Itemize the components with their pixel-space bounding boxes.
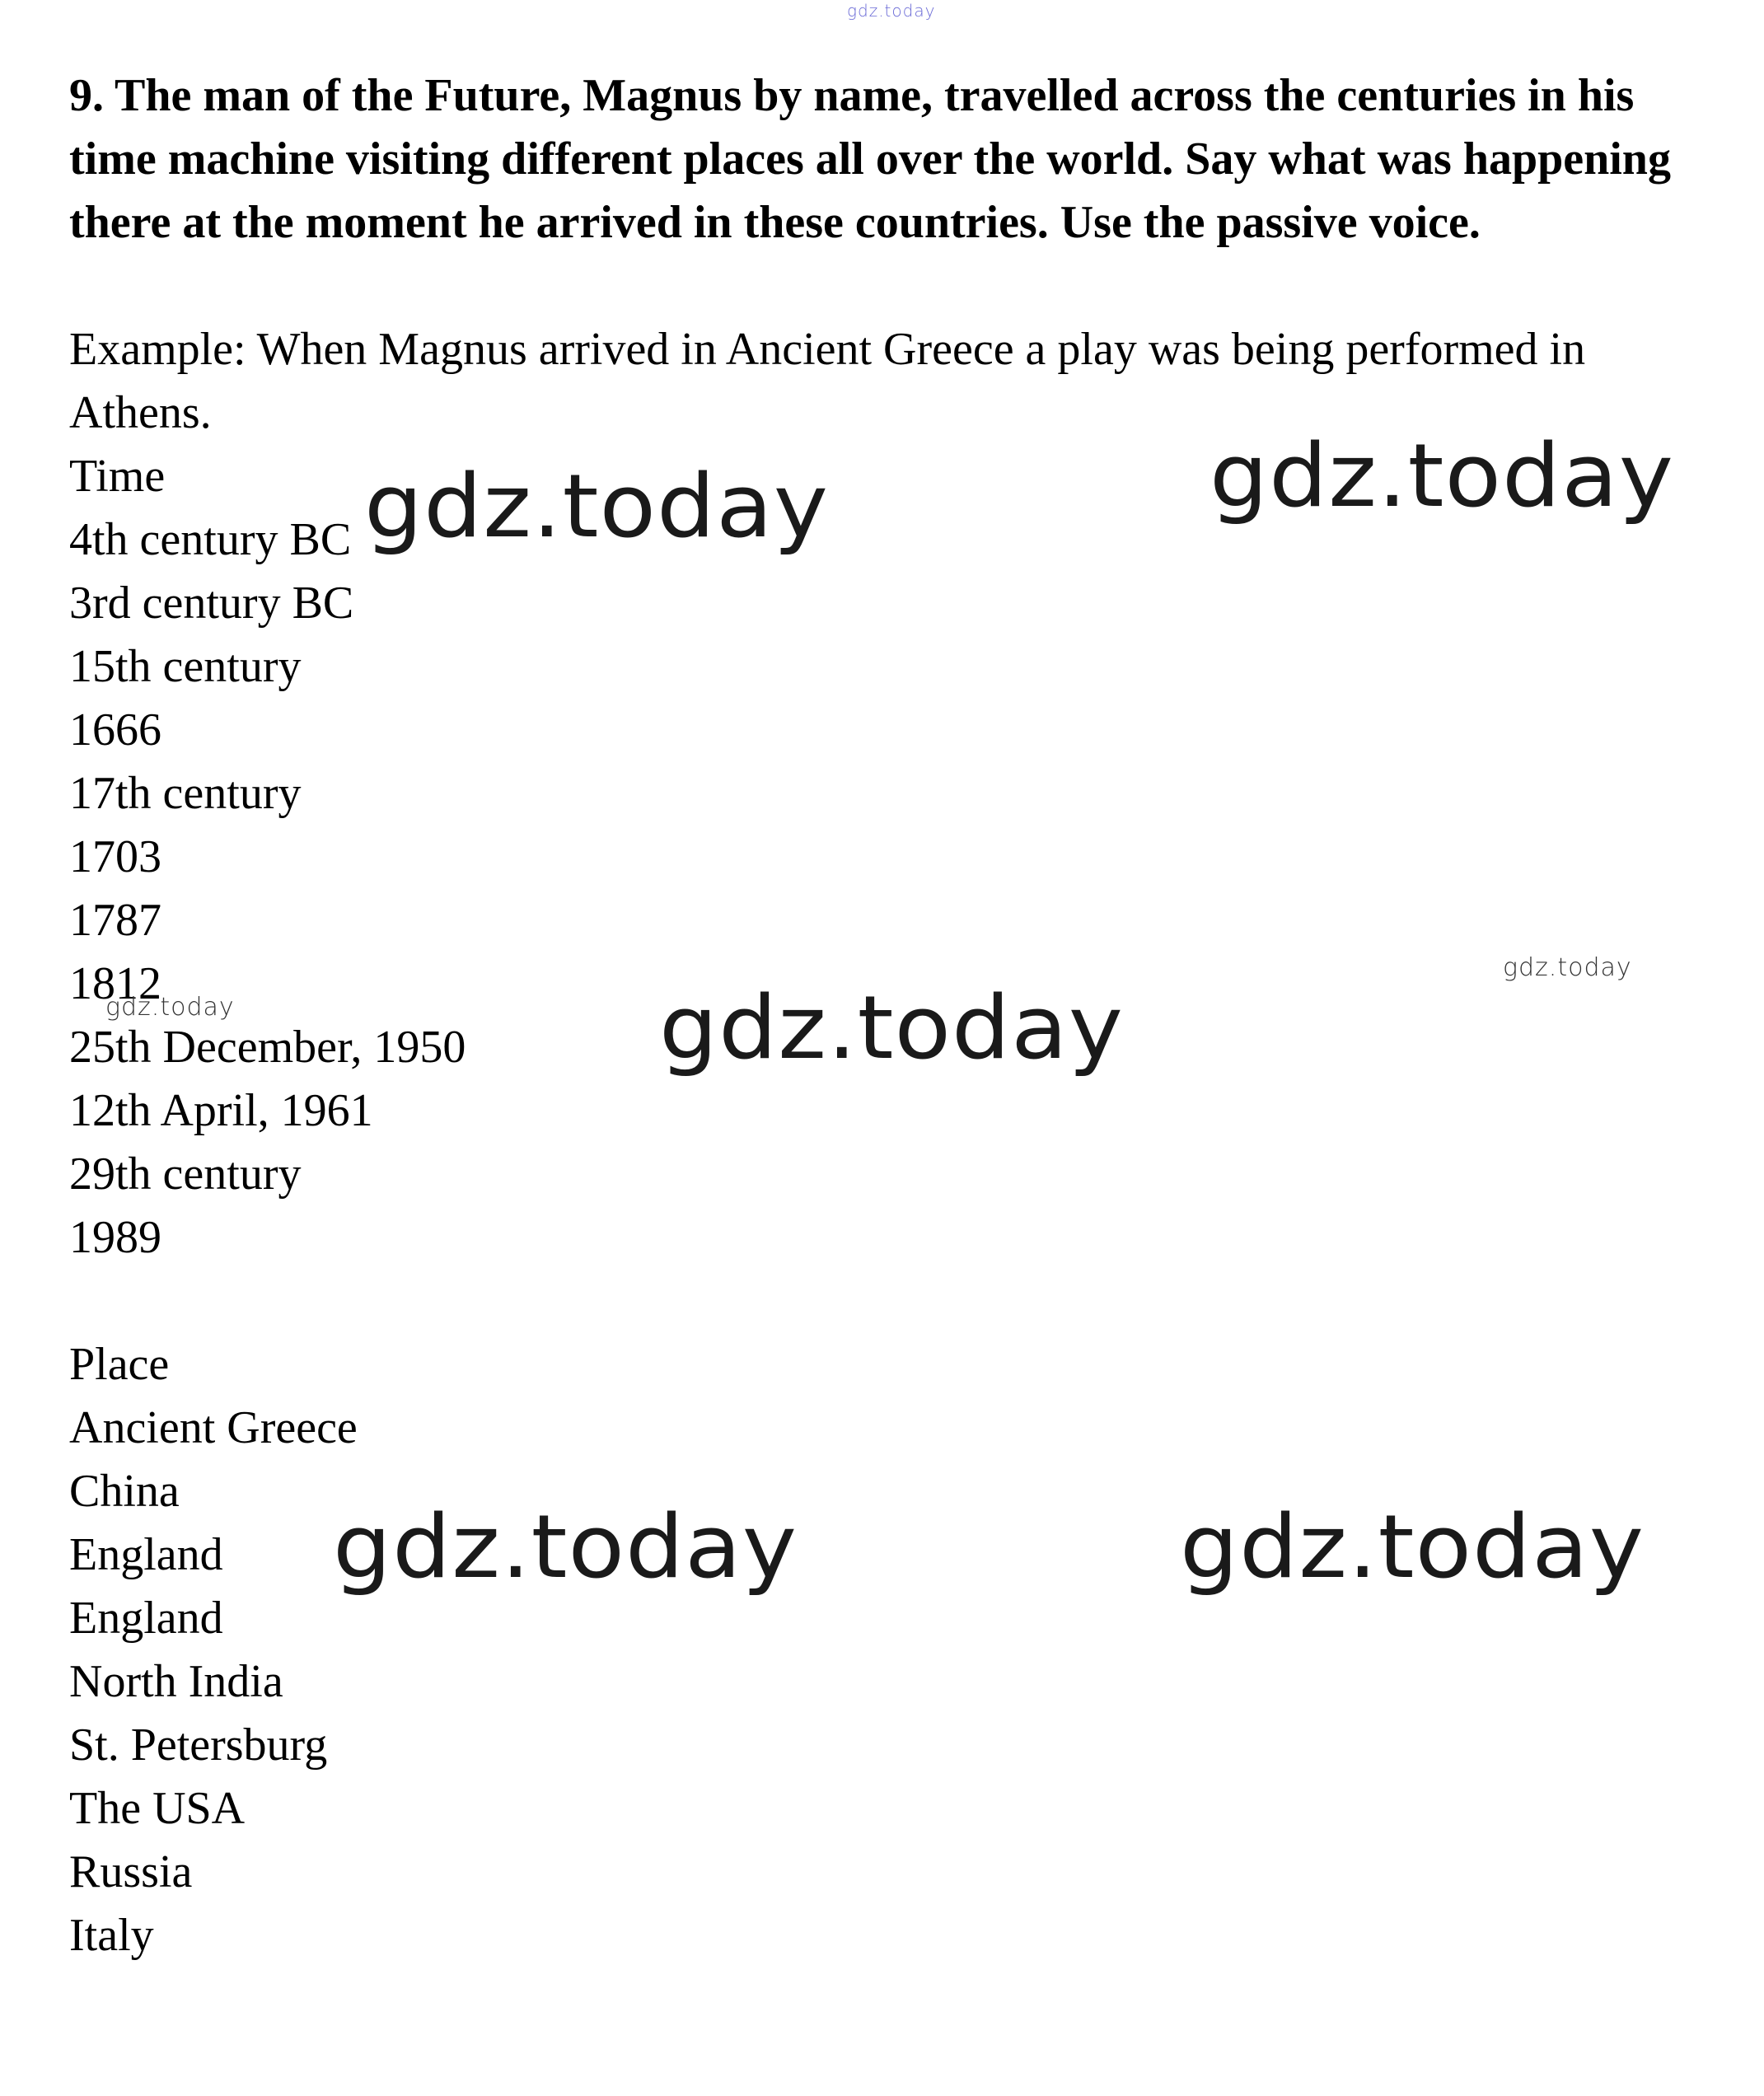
watermark-big: gdz.today [364,456,830,558]
task-heading: 9. The man of the Future, Magnus by name, travelled across the centuries in his time machine visiting different places all over the world. Say what was happening there at the moment he arrived in these countries. Use the passive voice. [69,70,1671,248]
watermark-top: gdz.today [847,1,936,21]
watermark-big: gdz.today [1180,1496,1645,1598]
place-item: Ancient Greece [69,1402,358,1453]
example-sentence: Example: When Magnus arrived in Ancient Greece a play was being performed in Athens. [69,324,1586,438]
place-item: The USA [69,1783,246,1834]
time-item: 25th December, 1950 [69,1022,466,1073]
time-list [69,445,466,1270]
time-item: 17th century [69,768,302,819]
place-item: China [69,1466,180,1517]
time-item: 4th century BC [69,514,352,565]
place-item: England [69,1529,223,1580]
watermark-big: gdz.today [333,1496,798,1598]
place-header: Place [69,1339,170,1390]
watermark-small: gdz.today [105,993,235,1022]
time-item: 15th century [69,641,302,692]
place-item: Russia [69,1846,193,1897]
place-item: St. Petersburg [69,1719,328,1771]
time-item: 1666 [69,704,161,756]
place-item: North India [69,1656,283,1707]
watermark-big: gdz.today [1210,425,1675,527]
time-item: 1812 [69,958,161,1009]
watermark-small: gdz.today [1503,953,1632,982]
time-item: 1989 [69,1212,161,1263]
time-item: 1787 [69,895,161,946]
place-item: Italy [69,1910,154,1961]
time-item: 12th April, 1961 [69,1085,373,1136]
time-item: 1703 [69,831,161,882]
time-item: 29th century [69,1149,302,1200]
place-item: England [69,1593,223,1644]
time-header: Time [69,451,166,502]
watermark-big: gdz.today [659,977,1125,1079]
time-item: 3rd century BC [69,578,354,629]
place-list [69,1333,358,1967]
